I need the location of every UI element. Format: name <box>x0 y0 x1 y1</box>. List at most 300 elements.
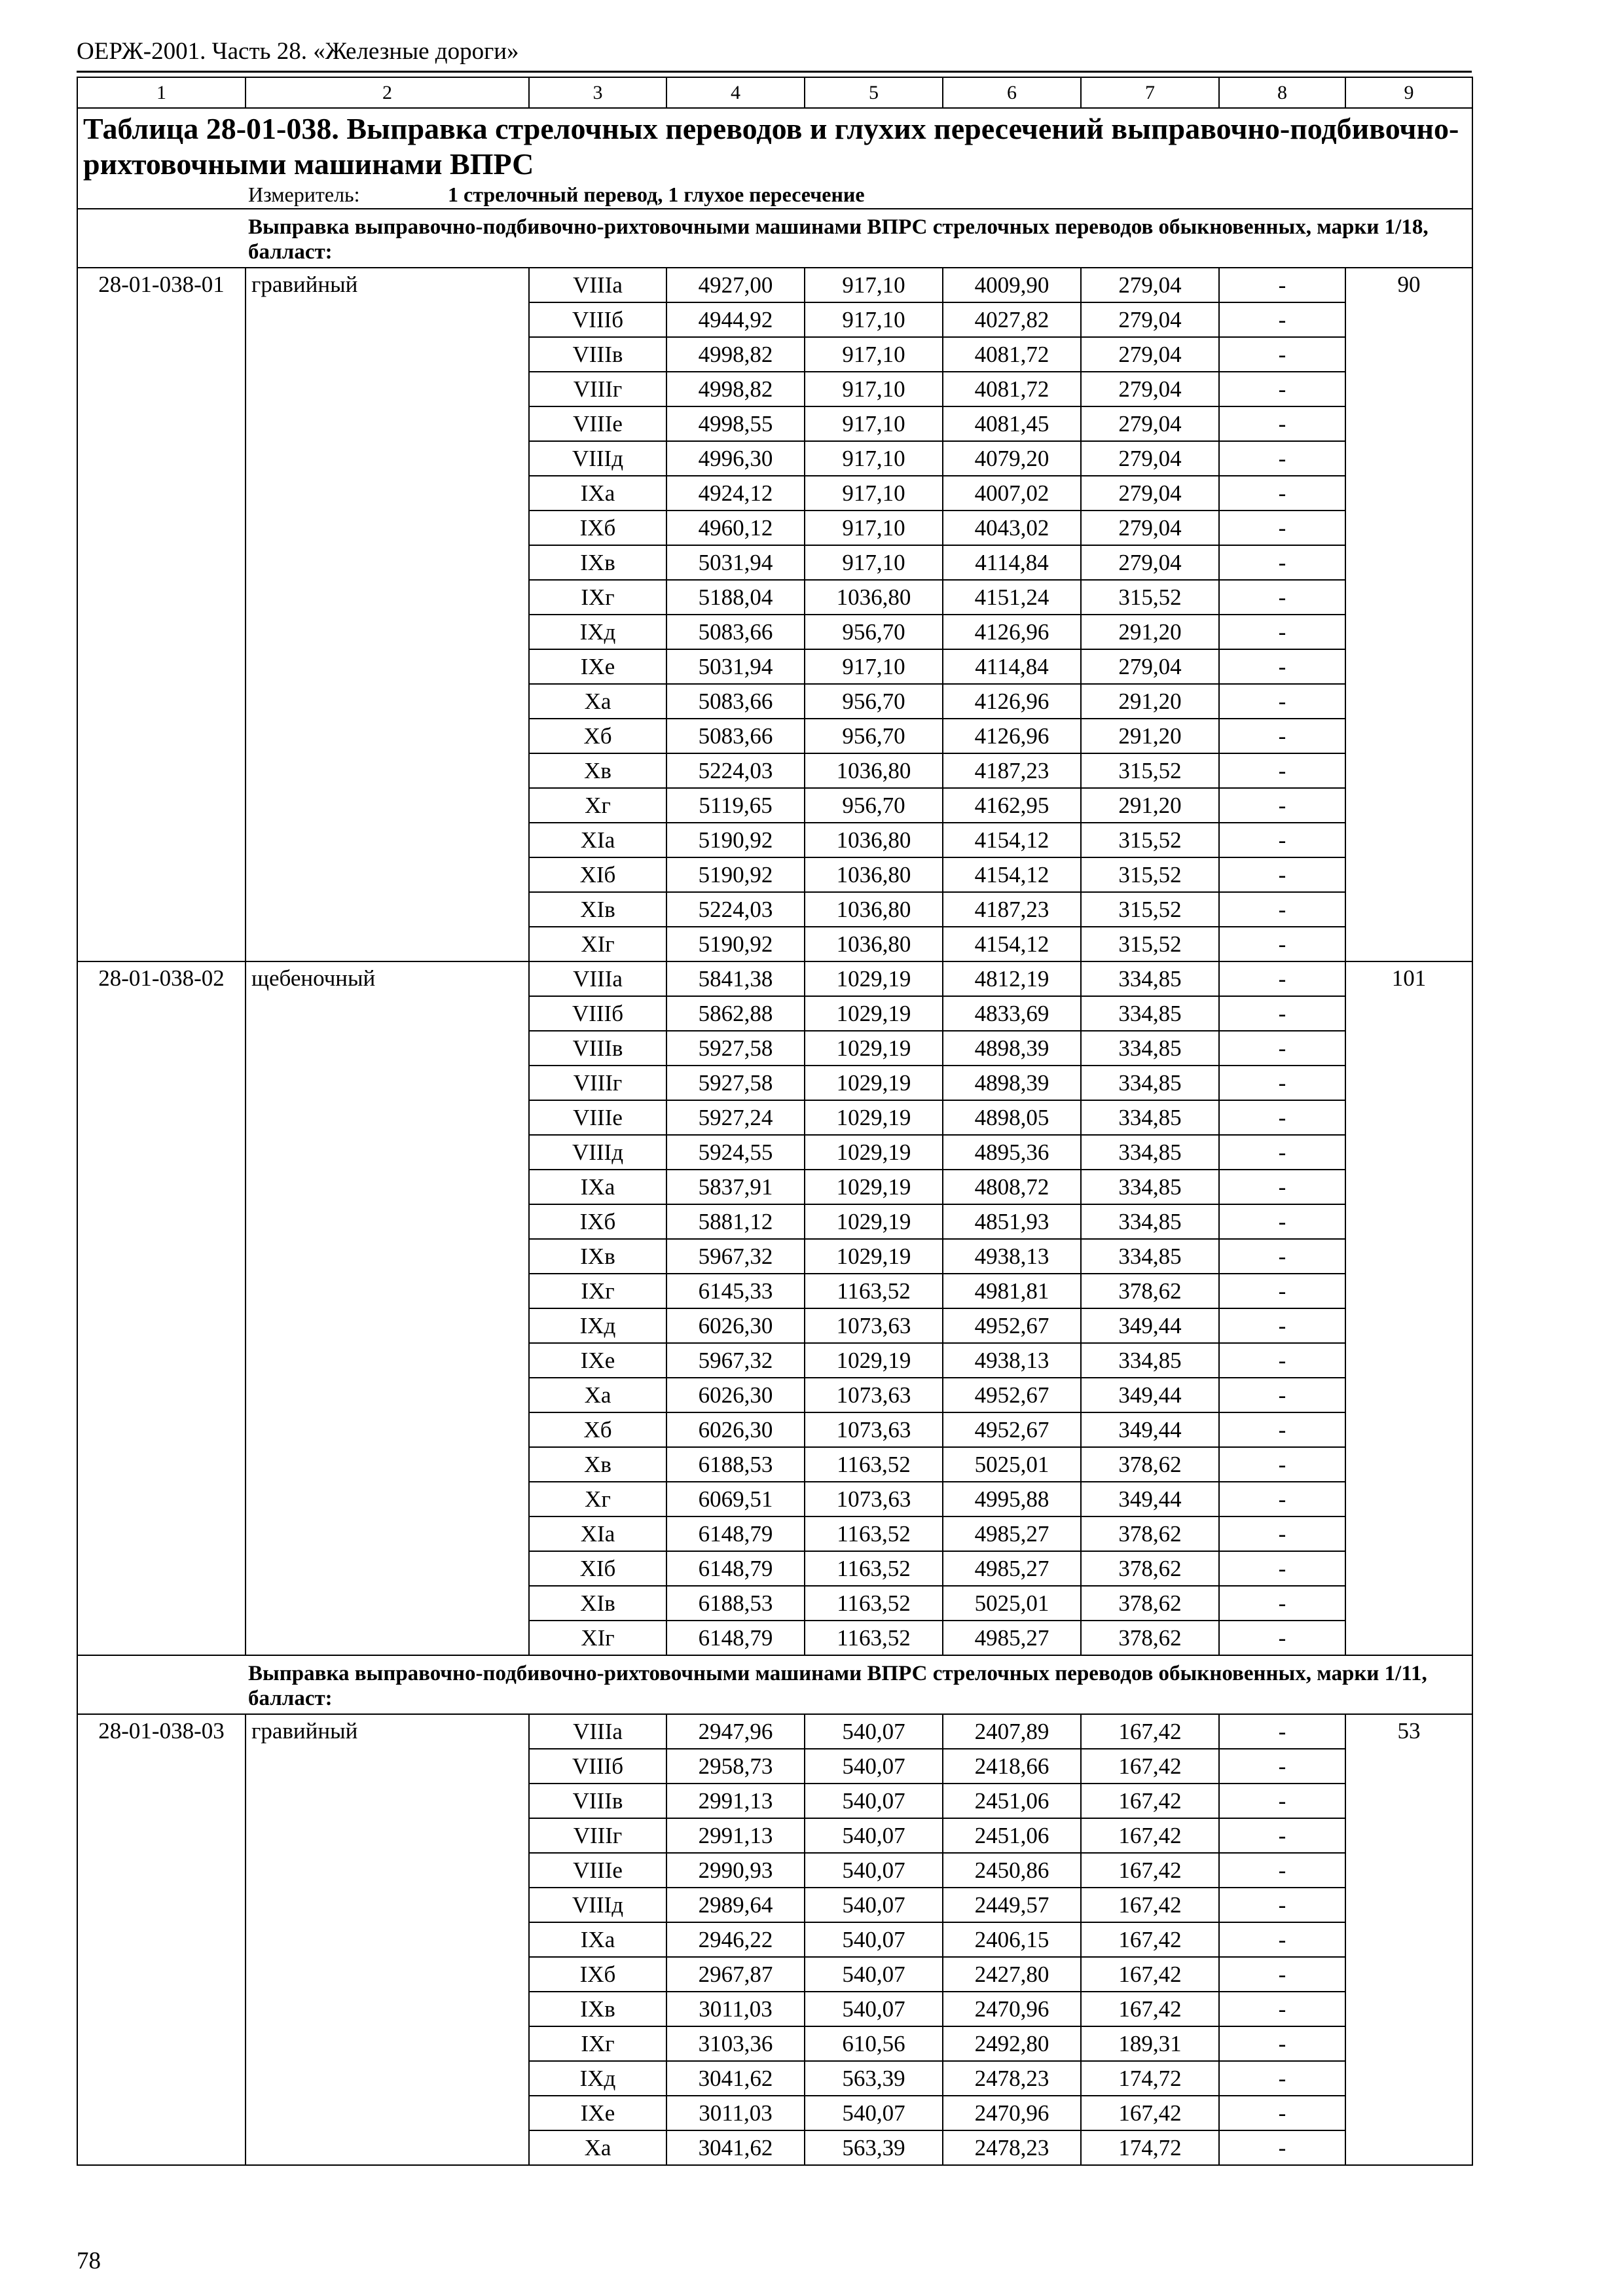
total-cost: 5119,65 <box>666 788 805 823</box>
materials-cost: - <box>1219 1714 1345 1749</box>
labor-cost: 1029,19 <box>805 1100 943 1135</box>
labor-cost: 1163,52 <box>805 1621 943 1655</box>
machine-cost: 4851,93 <box>943 1204 1081 1239</box>
materials-cost: - <box>1219 2061 1345 2096</box>
machine-cost: 4154,12 <box>943 927 1081 961</box>
machine-cost: 4009,90 <box>943 268 1081 302</box>
machine-cost: 4151,24 <box>943 580 1081 615</box>
total-cost: 2958,73 <box>666 1749 805 1784</box>
materials-cost: - <box>1219 511 1345 545</box>
operator-wage: 349,44 <box>1081 1482 1219 1516</box>
switch-type: IXа <box>529 476 666 511</box>
table-title-cell <box>77 108 1472 209</box>
materials-cost: - <box>1219 719 1345 753</box>
total-cost: 5188,04 <box>666 580 805 615</box>
switch-type: VIIIв <box>529 1784 666 1818</box>
total-cost: 6026,30 <box>666 1412 805 1447</box>
switch-type: IXа <box>529 1170 666 1204</box>
table-row <box>77 1714 1472 1749</box>
switch-type: VIIIа <box>529 961 666 996</box>
switch-type: IXг <box>529 580 666 615</box>
operator-wage: 167,42 <box>1081 1818 1219 1853</box>
operator-wage: 291,20 <box>1081 788 1219 823</box>
operator-wage: 279,04 <box>1081 649 1219 684</box>
switch-type: IXд <box>529 1308 666 1343</box>
machine-cost: 4079,20 <box>943 441 1081 476</box>
labor-cost: 1163,52 <box>805 1551 943 1586</box>
machine-cost: 4898,39 <box>943 1066 1081 1100</box>
switch-type: IXг <box>529 1274 666 1308</box>
total-cost: 5031,94 <box>666 649 805 684</box>
operator-wage: 334,85 <box>1081 1066 1219 1100</box>
materials-cost: - <box>1219 441 1345 476</box>
switch-type: IXб <box>529 1204 666 1239</box>
materials-cost: - <box>1219 1784 1345 1818</box>
switch-type: XIа <box>529 823 666 857</box>
machine-cost: 2406,15 <box>943 1922 1081 1957</box>
materials-cost: - <box>1219 753 1345 788</box>
machine-cost: 2450,86 <box>943 1853 1081 1888</box>
total-cost: 4998,82 <box>666 372 805 406</box>
machine-cost: 4162,95 <box>943 788 1081 823</box>
operator-wage: 378,62 <box>1081 1274 1219 1308</box>
machine-cost: 2418,66 <box>943 1749 1081 1784</box>
materials-cost: - <box>1219 1482 1345 1516</box>
materials-cost: - <box>1219 1204 1345 1239</box>
switch-type: Xг <box>529 1482 666 1516</box>
operator-wage: 334,85 <box>1081 996 1219 1031</box>
total-cost: 4996,30 <box>666 441 805 476</box>
switch-type: VIIIб <box>529 996 666 1031</box>
labor-cost: 540,07 <box>805 2096 943 2130</box>
machine-cost: 4187,23 <box>943 753 1081 788</box>
operator-wage: 334,85 <box>1081 1204 1219 1239</box>
labor-cost: 1036,80 <box>805 753 943 788</box>
total-cost: 6148,79 <box>666 1621 805 1655</box>
operator-wage: 315,52 <box>1081 927 1219 961</box>
operator-wage: 167,42 <box>1081 1714 1219 1749</box>
machine-cost: 4081,72 <box>943 372 1081 406</box>
total-cost: 6148,79 <box>666 1551 805 1586</box>
materials-cost: - <box>1219 1922 1345 1957</box>
machine-cost: 4187,23 <box>943 892 1081 927</box>
total-cost: 4927,00 <box>666 268 805 302</box>
operator-wage: 334,85 <box>1081 1031 1219 1066</box>
operator-wage: 315,52 <box>1081 892 1219 927</box>
materials-cost: - <box>1219 2130 1345 2165</box>
norm-code: 28-01-038-03 <box>77 1714 246 2165</box>
operator-wage: 279,04 <box>1081 372 1219 406</box>
machine-cost: 4126,96 <box>943 719 1081 753</box>
materials-cost: - <box>1219 649 1345 684</box>
labor-cost: 1036,80 <box>805 857 943 892</box>
machine-cost: 4081,45 <box>943 406 1081 441</box>
labor-cost: 1036,80 <box>805 927 943 961</box>
switch-type: VIIIа <box>529 268 666 302</box>
labor-cost: 917,10 <box>805 476 943 511</box>
operator-wage: 378,62 <box>1081 1516 1219 1551</box>
operator-wage: 167,42 <box>1081 1992 1219 2026</box>
switch-type: XIб <box>529 1551 666 1586</box>
labor-cost: 1029,19 <box>805 1239 943 1274</box>
operator-wage: 291,20 <box>1081 615 1219 649</box>
ballast-type: гравийный <box>246 1714 529 2165</box>
total-cost: 3011,03 <box>666 2096 805 2130</box>
switch-type: Xа <box>529 2130 666 2165</box>
materials-cost: - <box>1219 684 1345 719</box>
machine-cost: 4952,67 <box>943 1412 1081 1447</box>
materials-cost: - <box>1219 1343 1345 1378</box>
total-cost: 3041,62 <box>666 2130 805 2165</box>
header-rule <box>77 71 1472 73</box>
operator-wage: 167,42 <box>1081 1888 1219 1922</box>
labor-cost: 917,10 <box>805 337 943 372</box>
labor-cost: 540,07 <box>805 1992 943 2026</box>
unit-value: 1 стрелочный перевод, 1 глухое пересечение <box>448 183 865 206</box>
machine-cost: 4114,84 <box>943 545 1081 580</box>
operator-wage: 279,04 <box>1081 268 1219 302</box>
machine-cost: 2470,96 <box>943 1992 1081 2026</box>
switch-type: IXв <box>529 1239 666 1274</box>
total-cost: 5224,03 <box>666 892 805 927</box>
switch-type: XIв <box>529 1586 666 1621</box>
switch-type: Xв <box>529 753 666 788</box>
labor-cost: 540,07 <box>805 1888 943 1922</box>
materials-cost: - <box>1219 302 1345 337</box>
switch-type: VIIIг <box>529 372 666 406</box>
operator-wage: 189,31 <box>1081 2026 1219 2061</box>
total-cost: 6026,30 <box>666 1378 805 1412</box>
total-cost: 2991,13 <box>666 1818 805 1853</box>
switch-type: IXа <box>529 1922 666 1957</box>
materials-cost: - <box>1219 545 1345 580</box>
operator-wage: 167,42 <box>1081 1957 1219 1992</box>
unit-line <box>248 182 1467 207</box>
machine-cost: 2451,06 <box>943 1818 1081 1853</box>
total-cost: 2967,87 <box>666 1957 805 1992</box>
labor-cost: 1029,19 <box>805 1066 943 1100</box>
labor-hours: 90 <box>1345 268 1472 961</box>
section-heading: Выправка выправочно-подбивочно-рихтовочными машинами ВПРС стрелочных переводов обыкновенных, марки 1/11, балласт: <box>248 1662 1427 1710</box>
machine-cost: 4007,02 <box>943 476 1081 511</box>
operator-wage: 279,04 <box>1081 337 1219 372</box>
column-number: 7 <box>1081 77 1219 108</box>
machine-cost: 4808,72 <box>943 1170 1081 1204</box>
norm-code: 28-01-038-02 <box>77 961 246 1655</box>
total-cost: 4924,12 <box>666 476 805 511</box>
labor-cost: 1073,63 <box>805 1378 943 1412</box>
materials-cost: - <box>1219 857 1345 892</box>
labor-cost: 1163,52 <box>805 1447 943 1482</box>
materials-cost: - <box>1219 823 1345 857</box>
operator-wage: 167,42 <box>1081 2096 1219 2130</box>
switch-type: Xа <box>529 1378 666 1412</box>
materials-cost: - <box>1219 1066 1345 1100</box>
labor-cost: 540,07 <box>805 1853 943 1888</box>
operator-wage: 279,04 <box>1081 302 1219 337</box>
machine-cost: 2492,80 <box>943 2026 1081 2061</box>
total-cost: 5841,38 <box>666 961 805 996</box>
operator-wage: 174,72 <box>1081 2130 1219 2165</box>
total-cost: 5190,92 <box>666 927 805 961</box>
switch-type: VIIIе <box>529 406 666 441</box>
operator-wage: 291,20 <box>1081 684 1219 719</box>
operator-wage: 279,04 <box>1081 476 1219 511</box>
operator-wage: 349,44 <box>1081 1412 1219 1447</box>
column-number: 8 <box>1219 77 1345 108</box>
column-number: 4 <box>666 77 805 108</box>
norm-code: 28-01-038-01 <box>77 268 246 961</box>
materials-cost: - <box>1219 1274 1345 1308</box>
labor-cost: 917,10 <box>805 511 943 545</box>
materials-cost: - <box>1219 1516 1345 1551</box>
materials-cost: - <box>1219 1378 1345 1412</box>
table-title: Таблица 28-01-038. Выправка стрелочных переводов и глухих пересечений выправочно-подбивочно-рихтовочными машинами ВПРС <box>83 112 1459 181</box>
labor-cost: 956,70 <box>805 719 943 753</box>
switch-type: VIIIа <box>529 1714 666 1749</box>
operator-wage: 291,20 <box>1081 719 1219 753</box>
machine-cost: 4898,39 <box>943 1031 1081 1066</box>
operator-wage: 334,85 <box>1081 1170 1219 1204</box>
total-cost: 5083,66 <box>666 615 805 649</box>
total-cost: 6145,33 <box>666 1274 805 1308</box>
materials-cost: - <box>1219 1308 1345 1343</box>
switch-type: IXе <box>529 2096 666 2130</box>
operator-wage: 167,42 <box>1081 1784 1219 1818</box>
labor-cost: 540,07 <box>805 1784 943 1818</box>
materials-cost: - <box>1219 1135 1345 1170</box>
switch-type: VIIIд <box>529 1888 666 1922</box>
switch-type: XIв <box>529 892 666 927</box>
operator-wage: 378,62 <box>1081 1621 1219 1655</box>
materials-cost: - <box>1219 1551 1345 1586</box>
labor-cost: 917,10 <box>805 406 943 441</box>
machine-cost: 4154,12 <box>943 857 1081 892</box>
operator-wage: 334,85 <box>1081 1343 1219 1378</box>
machine-cost: 2478,23 <box>943 2130 1081 2165</box>
labor-cost: 956,70 <box>805 615 943 649</box>
operator-wage: 349,44 <box>1081 1378 1219 1412</box>
total-cost: 5927,58 <box>666 1031 805 1066</box>
labor-cost: 540,07 <box>805 1818 943 1853</box>
machine-cost: 2427,80 <box>943 1957 1081 1992</box>
column-number: 2 <box>246 77 529 108</box>
machine-cost: 2407,89 <box>943 1714 1081 1749</box>
machine-cost: 4154,12 <box>943 823 1081 857</box>
total-cost: 4944,92 <box>666 302 805 337</box>
switch-type: VIIIд <box>529 1135 666 1170</box>
materials-cost: - <box>1219 2096 1345 2130</box>
machine-cost: 5025,01 <box>943 1447 1081 1482</box>
operator-wage: 378,62 <box>1081 1551 1219 1586</box>
switch-type: Xб <box>529 719 666 753</box>
labor-cost: 1163,52 <box>805 1586 943 1621</box>
total-cost: 2991,13 <box>666 1784 805 1818</box>
materials-cost: - <box>1219 1412 1345 1447</box>
materials-cost: - <box>1219 927 1345 961</box>
total-cost: 2946,22 <box>666 1922 805 1957</box>
machine-cost: 4114,84 <box>943 649 1081 684</box>
materials-cost: - <box>1219 1239 1345 1274</box>
materials-cost: - <box>1219 1818 1345 1853</box>
switch-type: IXв <box>529 1992 666 2026</box>
switch-type: IXг <box>529 2026 666 2061</box>
materials-cost: - <box>1219 580 1345 615</box>
switch-type: VIIIб <box>529 302 666 337</box>
labor-cost: 1036,80 <box>805 580 943 615</box>
total-cost: 3103,36 <box>666 2026 805 2061</box>
switch-type: VIIIв <box>529 1031 666 1066</box>
column-number: 5 <box>805 77 943 108</box>
total-cost: 5927,24 <box>666 1100 805 1135</box>
switch-type: IXе <box>529 1343 666 1378</box>
operator-wage: 378,62 <box>1081 1586 1219 1621</box>
operator-wage: 174,72 <box>1081 2061 1219 2096</box>
materials-cost: - <box>1219 372 1345 406</box>
labor-cost: 917,10 <box>805 302 943 337</box>
labor-cost: 917,10 <box>805 545 943 580</box>
switch-type: Xб <box>529 1412 666 1447</box>
section-heading-row <box>77 1655 1472 1714</box>
switch-type: Xг <box>529 788 666 823</box>
materials-cost: - <box>1219 406 1345 441</box>
operator-wage: 315,52 <box>1081 823 1219 857</box>
column-number: 9 <box>1345 77 1472 108</box>
ballast-type: гравийный <box>246 268 529 961</box>
column-number: 1 <box>77 77 246 108</box>
operator-wage: 167,42 <box>1081 1749 1219 1784</box>
switch-type: VIIIг <box>529 1066 666 1100</box>
materials-cost: - <box>1219 476 1345 511</box>
switch-type: VIIIв <box>529 337 666 372</box>
table-row <box>77 268 1472 302</box>
total-cost: 4998,55 <box>666 406 805 441</box>
labor-cost: 917,10 <box>805 649 943 684</box>
materials-cost: - <box>1219 1031 1345 1066</box>
switch-type: XIг <box>529 927 666 961</box>
labor-cost: 1036,80 <box>805 823 943 857</box>
operator-wage: 315,52 <box>1081 857 1219 892</box>
machine-cost: 4895,36 <box>943 1135 1081 1170</box>
machine-cost: 4985,27 <box>943 1621 1081 1655</box>
labor-cost: 563,39 <box>805 2130 943 2165</box>
total-cost: 4960,12 <box>666 511 805 545</box>
machine-cost: 4995,88 <box>943 1482 1081 1516</box>
total-cost: 2990,93 <box>666 1853 805 1888</box>
operator-wage: 334,85 <box>1081 961 1219 996</box>
operator-wage: 315,52 <box>1081 580 1219 615</box>
labor-cost: 610,56 <box>805 2026 943 2061</box>
section-heading-cell <box>77 209 1472 268</box>
labor-cost: 1029,19 <box>805 961 943 996</box>
operator-wage: 279,04 <box>1081 511 1219 545</box>
column-number: 3 <box>529 77 666 108</box>
total-cost: 6188,53 <box>666 1447 805 1482</box>
total-cost: 4998,82 <box>666 337 805 372</box>
total-cost: 5837,91 <box>666 1170 805 1204</box>
table-title-row <box>77 108 1472 209</box>
total-cost: 3011,03 <box>666 1992 805 2026</box>
total-cost: 5031,94 <box>666 545 805 580</box>
materials-cost: - <box>1219 2026 1345 2061</box>
switch-type: XIа <box>529 1516 666 1551</box>
section-heading-row <box>77 209 1472 268</box>
page-number: 78 <box>77 2248 101 2274</box>
labor-cost: 917,10 <box>805 268 943 302</box>
total-cost: 5967,32 <box>666 1343 805 1378</box>
total-cost: 5967,32 <box>666 1239 805 1274</box>
materials-cost: - <box>1219 892 1345 927</box>
total-cost: 6026,30 <box>666 1308 805 1343</box>
total-cost: 5927,58 <box>666 1066 805 1100</box>
total-cost: 6188,53 <box>666 1586 805 1621</box>
materials-cost: - <box>1219 1621 1345 1655</box>
switch-type: VIIIг <box>529 1818 666 1853</box>
machine-cost: 2449,57 <box>943 1888 1081 1922</box>
labor-hours: 101 <box>1345 961 1472 1655</box>
materials-cost: - <box>1219 615 1345 649</box>
total-cost: 5083,66 <box>666 719 805 753</box>
labor-cost: 1163,52 <box>805 1274 943 1308</box>
machine-cost: 2470,96 <box>943 2096 1081 2130</box>
total-cost: 6069,51 <box>666 1482 805 1516</box>
labor-cost: 956,70 <box>805 684 943 719</box>
switch-type: Xв <box>529 1447 666 1482</box>
materials-cost: - <box>1219 996 1345 1031</box>
machine-cost: 4952,67 <box>943 1308 1081 1343</box>
section-heading: Выправка выправочно-подбивочно-рихтовочными машинами ВПРС стрелочных переводов обыкновенных, марки 1/18, балласт: <box>248 215 1429 264</box>
total-cost: 5190,92 <box>666 857 805 892</box>
table-body <box>77 77 1472 2165</box>
materials-cost: - <box>1219 337 1345 372</box>
labor-cost: 540,07 <box>805 1922 943 1957</box>
operator-wage: 334,85 <box>1081 1100 1219 1135</box>
switch-type: IXв <box>529 545 666 580</box>
machine-cost: 2478,23 <box>943 2061 1081 2096</box>
total-cost: 2989,64 <box>666 1888 805 1922</box>
materials-cost: - <box>1219 1992 1345 2026</box>
machine-cost: 4126,96 <box>943 684 1081 719</box>
total-cost: 5190,92 <box>666 823 805 857</box>
labor-cost: 563,39 <box>805 2061 943 2096</box>
machine-cost: 4952,67 <box>943 1378 1081 1412</box>
machine-cost: 2451,06 <box>943 1784 1081 1818</box>
switch-type: Xа <box>529 684 666 719</box>
switch-type: VIIIе <box>529 1100 666 1135</box>
operator-wage: 167,42 <box>1081 1922 1219 1957</box>
switch-type: VIIIд <box>529 441 666 476</box>
labor-cost: 917,10 <box>805 372 943 406</box>
labor-cost: 917,10 <box>805 441 943 476</box>
total-cost: 5083,66 <box>666 684 805 719</box>
machine-cost: 4938,13 <box>943 1343 1081 1378</box>
materials-cost: - <box>1219 788 1345 823</box>
switch-type: VIIIе <box>529 1853 666 1888</box>
materials-cost: - <box>1219 1853 1345 1888</box>
switch-type: IXб <box>529 511 666 545</box>
total-cost: 6148,79 <box>666 1516 805 1551</box>
labor-cost: 1029,19 <box>805 1031 943 1066</box>
materials-cost: - <box>1219 1957 1345 1992</box>
operator-wage: 378,62 <box>1081 1447 1219 1482</box>
switch-type: IXб <box>529 1957 666 1992</box>
operator-wage: 279,04 <box>1081 545 1219 580</box>
labor-cost: 956,70 <box>805 788 943 823</box>
total-cost: 3041,62 <box>666 2061 805 2096</box>
column-number: 6 <box>943 77 1081 108</box>
labor-cost: 1029,19 <box>805 1204 943 1239</box>
total-cost: 5224,03 <box>666 753 805 788</box>
